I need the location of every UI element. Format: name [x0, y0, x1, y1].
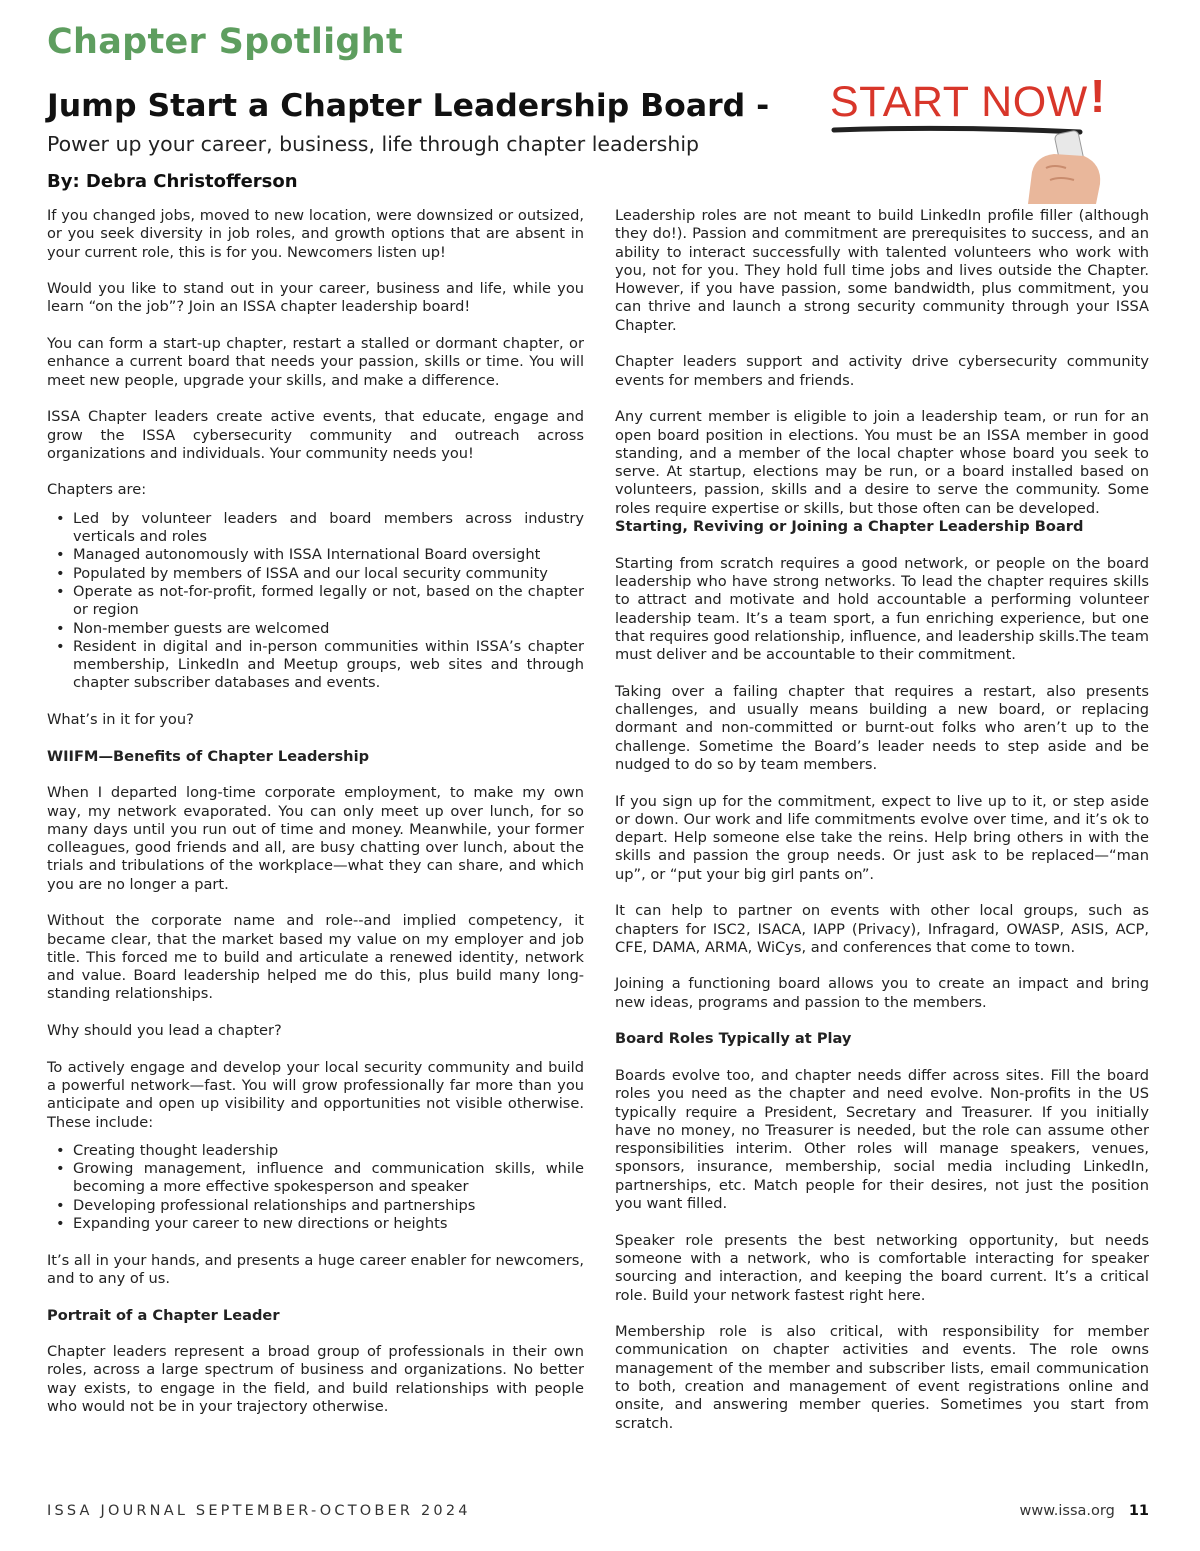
paragraph: Membership role is also critical, with responsibility for member communication on chapter activities and events. The role owns management of the member and subscriber lists, email communication to both, creation and management of event registrations online and onsite, and answering member queries. Sometimes you start from scratch.	[615, 1323, 1149, 1432]
article-subtitle: Power up your career, business, life through chapter leadership	[47, 132, 700, 156]
chapters-list	[47, 510, 584, 693]
paragraph: Why should you lead a chapter?	[47, 1022, 282, 1040]
paragraph: Leadership roles are not meant to build LinkedIn profile filler (although they do!). Passion and commitment are prerequisites to success, and an ability to interact successfully with talented volunteers who work with you, not for you. They hold full time jobs and lives outside the Chapter. However, if you have passion, some bandwidth, plus commitment, you can thrive and launch a strong security community through your ISSA Chapter.	[615, 207, 1149, 334]
start-now-text: START NOW	[830, 78, 1088, 126]
paragraph: Chapter leaders support and activity drive cybersecurity community events for members and friends.	[615, 353, 1149, 389]
article-byline: By: Debra Christofferson	[47, 171, 298, 192]
page-number: 11	[1128, 1503, 1149, 1519]
section-label: Chapter Spotlight	[47, 22, 404, 62]
paragraph: Starting from scratch requires a good network, or people on the board leadership who have strong networks. To lead the chapter requires skills to attract and motivate and hold accountable a performing volunteer leadership team. It’s a team sport, a fun enriching experience, but one that requires good relationship, influence, and leadership skills.The team must deliver and be accountable to their commitment.	[615, 554, 1149, 664]
paragraph: You can form a start-up chapter, restart a stalled or dormant chapter, or enhance a current board that needs your passion, skills or time. You will meet new people, upgrade your skills, and make a difference.	[47, 335, 584, 389]
article-title: Jump Start a Chapter Leadership Board -	[47, 88, 770, 124]
list-item: • Creating thought leadership	[73, 1142, 584, 1160]
paragraph: When I departed long-time corporate employment, to make my own way, my network evaporated. You can only meet up over lunch, for so many days until you run out of time and money. Meanwhile, your former colleagues, good friends and all, are busy chatting over lunch, about the trials and tribulations of the workplace—what they can share, and which you are no longer a part.	[47, 784, 584, 893]
section-heading: WIIFM—Benefits of Chapter Leadership	[47, 747, 370, 765]
paragraph: What’s in it for you?	[47, 711, 194, 729]
benefits-list	[47, 1142, 584, 1233]
list-item: • Populated by members of ISSA and our local security community	[73, 565, 584, 583]
paragraph: Joining a functioning board allows you to create an impact and bring new ideas, programs and passion to the members.	[615, 975, 1149, 1011]
paragraph: If you changed jobs, moved to new location, were downsized or outsized, or you seek diversity in job roles, and growth options that are absent in your current role, this is for you. Newcomers listen up!	[47, 207, 584, 261]
paragraph: Without the corporate name and role--and implied competency, it became clear, that the market based my value on my employer and job title. This forced me to build and articulate a renewed identity, network and value. Board leadership helped me do this, plus build many long-standing relationships.	[47, 912, 584, 1003]
paragraph: Would you like to stand out in your career, business and life, while you learn “on the job”? Join an ISSA chapter leadership board!	[47, 280, 584, 316]
list-item: • Managed autonomously with ISSA International Board oversight	[73, 546, 584, 564]
paragraph: Speaker role presents the best networking opportunity, but needs someone with a network, who is comfortable interacting for speaker sourcing and interaction, and keeping the board current. It’s a critical role. Build your network fastest right here.	[615, 1231, 1149, 1304]
right-column	[615, 207, 1149, 1451]
paragraph: If you sign up for the commitment, expect to live up to it, or step aside or down. Our work and life commitments evolve over time, and it’s ok to depart. Help someone else take the reins. Help bring others in with the skills and passion the group needs. Or just ask to be replaced—“man up”, or “put your big girl pants on”.	[615, 792, 1149, 883]
start-now-exclaim: !	[1090, 72, 1106, 122]
list-item: • Growing management, influence and communication skills, while becoming a more effective spokesperson and speaker	[73, 1160, 584, 1197]
list-item: • Non-member guests are welcomed	[73, 620, 584, 638]
site-url: www.issa.org	[1019, 1503, 1115, 1519]
footer-right	[1020, 1503, 1149, 1519]
list-item: • Operate as not-for-profit, formed legally or not, based on the chapter or region	[73, 583, 584, 620]
list-item: • Expanding your career to new directions or heights	[73, 1215, 584, 1233]
list-item: • Resident in digital and in-person communities within ISSA’s chapter membership, LinkedIn and Meetup groups, web sites and through chapter subscriber databases and events.	[73, 638, 584, 693]
left-column	[47, 207, 584, 1435]
section-heading: Portrait of a Chapter Leader	[47, 1306, 280, 1324]
paragraph: Boards evolve too, and chapter needs differ across sites. Fill the board roles you need as the chapter and need evolve. Non-profits in the US typically require a President, Secretary and Treasurer. If you initially have no money, no Treasurer is needed, but the role can assume other responsibilities interim. Other roles will manage speakers, venues, sponsors, insurance, membership, social media including LinkedIn, partnerships, etc. Match people for their desires, not just the position you want filled.	[615, 1066, 1149, 1213]
paragraph: It’s all in your hands, and presents a huge career enabler for newcomers, and to any of us.	[47, 1251, 584, 1287]
section-heading: Starting, Reviving or Joining a Chapter Leadership Board	[615, 518, 1084, 536]
paragraph: It can help to partner on events with other local groups, such as chapters for ISC2, ISACA, IAPP (Privacy), Infragard, OWASP, ASIS, ACP, CFE, DAMA, ARMA, WiCys, and conferences that come to town.	[615, 902, 1149, 956]
paragraph: Chapter leaders represent a broad group of professionals in their own roles, across a large spectrum of business and organizations. No better way exists, to engage in the field, and build relationships with people who would not be in your trajectory otherwise.	[47, 1343, 584, 1415]
paragraph: Chapters are:	[47, 481, 147, 499]
paragraph: To actively engage and develop your local security community and build a powerful network—fast. You will grow professionally far more than you anticipate and open up visibility and opportunities not visible otherwise. These include:	[47, 1058, 584, 1131]
journal-footer: ISSA JOURNAL SEPTEMBER-OCTOBER 2024	[47, 1503, 471, 1519]
section-heading: Board Roles Typically at Play	[615, 1030, 852, 1048]
underline-stroke	[834, 128, 1080, 132]
paragraph: Taking over a failing chapter that requires a restart, also presents challenges, and usually means building a new board, or replacing dormant and non-committed or burnt-out folks who aren’t up to the challenge. Sometime the Board’s leader needs to step aside and be nudged to do so by team members.	[615, 682, 1149, 773]
list-item: • Developing professional relationships and partnerships	[73, 1197, 584, 1215]
paragraph: Any current member is eligible to join a leadership team, or run for an open board position in elections. You must be an ISSA member in good standing, and a member of the local chapter whose board you seek to serve. At startup, elections may be run, or a board installed based on volunteers, passion, skills and a desire to serve the community. Some roles require expertise or skills, but those often can be developed.	[615, 408, 1149, 517]
start-now-graphic	[822, 72, 1122, 204]
list-item: • Led by volunteer leaders and board members across industry verticals and roles	[73, 510, 584, 547]
hand-with-marker-icon	[1028, 130, 1100, 204]
paragraph: ISSA Chapter leaders create active events, that educate, engage and grow the ISSA cybersecurity community and outreach across organizations and individuals. Your community needs you!	[47, 408, 584, 462]
